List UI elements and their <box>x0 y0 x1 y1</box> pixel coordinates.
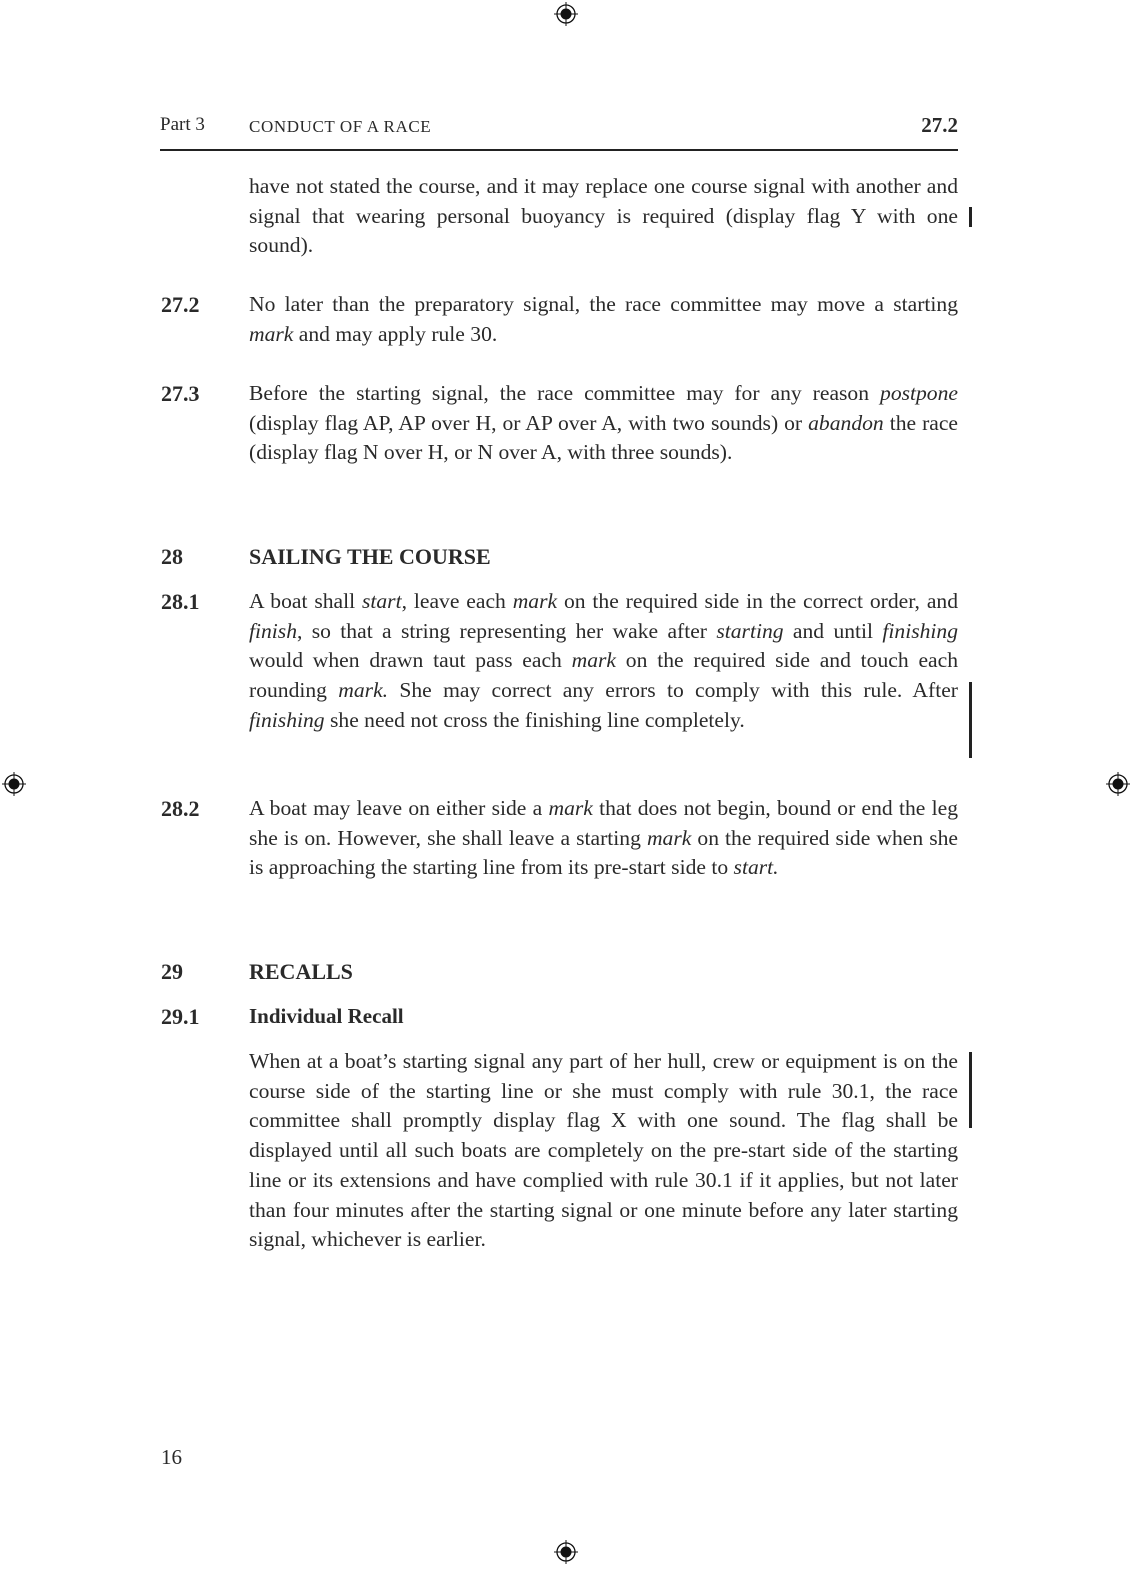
text-run: (display flag AP, AP over H, or AP over A, with two sounds) or <box>249 410 809 435</box>
rule-number: 29.1 <box>161 1004 200 1029</box>
registration-mark-icon <box>554 2 578 26</box>
page-number: 16 <box>161 1445 182 1469</box>
header-rule-ref: 27.2 <box>921 113 958 137</box>
defined-term: finish <box>249 618 297 643</box>
text-run: she need not cross the finishing line completely. <box>324 707 745 732</box>
text-run: and until <box>783 618 883 643</box>
defined-term: postpone <box>880 381 958 405</box>
change-bar <box>969 207 972 227</box>
header-rule <box>160 149 958 151</box>
text-run: No later than the preparatory signal, the race committee may move a starting <box>249 292 958 316</box>
registration-mark-icon <box>554 1540 578 1564</box>
text-run: on the required side when she is approaching the starting line from its pre-start side to <box>249 825 958 880</box>
text-run: , leave each <box>401 589 513 613</box>
rule-number: 28 <box>161 544 183 569</box>
text-run: A boat may leave on either side a <box>249 796 549 820</box>
defined-term: mark <box>512 589 558 613</box>
text-run: on the required side and touch each rounding <box>249 648 958 703</box>
rule-number: 29 <box>161 959 183 984</box>
defined-term: mark <box>548 796 593 820</box>
header-part: Part 3 <box>160 114 205 135</box>
defined-term: abandon <box>808 410 884 435</box>
header-section-title: CONDUCT OF A RACE <box>249 117 432 136</box>
text-run: A boat shall <box>249 589 362 613</box>
intro-paragraph <box>249 172 958 261</box>
text-run: that does not begin, bound or end the leg she is on. However, she shall leave a starting <box>249 796 958 850</box>
text-run: When at a boat’s starting signal any part of her hull, crew or equipment is on the course side of the starting line or she must comply with rule 30.1, the race committee shall promptly display flag X with one sound. The flag shall be displayed until all such boats are completely on the pre-start side of the starting line or its extensions and have complied with rule 30.1 if it applies, but not later than four minutes after the starting signal or one minute before any later starting signal, whichever is earlier. <box>249 1049 958 1252</box>
registration-mark-icon <box>1106 772 1130 796</box>
defined-term: mark <box>249 321 294 346</box>
text-run: would when drawn taut pass each <box>249 648 572 673</box>
rule-28-2-text <box>249 794 958 883</box>
rule-29-heading: RECALLS <box>249 959 353 984</box>
rule-27-2-text <box>249 290 958 349</box>
defined-term: mark. <box>338 678 389 703</box>
defined-term: start <box>361 589 402 613</box>
text-run: the race (display flag N over H, or N over A, with three sounds). <box>249 410 959 465</box>
rule-28-1-text <box>249 587 958 736</box>
defined-term: mark <box>646 825 692 850</box>
rule-29-1-text <box>249 1047 958 1255</box>
rule-number: 27.3 <box>161 381 200 406</box>
rule-number: 28.2 <box>161 796 200 821</box>
change-bar <box>969 682 972 758</box>
rule-number: 27.2 <box>161 292 200 317</box>
text-run: She may correct any errors to comply with this rule. After <box>388 678 958 703</box>
rule-29-1-heading: Individual Recall <box>249 1004 404 1028</box>
defined-term: finishing <box>882 618 958 643</box>
change-bar <box>969 1052 972 1128</box>
defined-term: finishing <box>249 707 325 732</box>
rule-27-3-text <box>249 379 958 468</box>
text-run: Before the starting signal, the race committee may for any reason <box>249 381 881 405</box>
defined-term: starting <box>716 618 784 643</box>
rule-number: 28.1 <box>161 589 200 614</box>
text-run: on the required side in the correct order, and <box>557 589 958 613</box>
text-run: , so that a string representing her wake after <box>297 618 717 643</box>
rule-28-heading: SAILING THE COURSE <box>249 544 491 569</box>
text-run: and may apply rule 30. <box>293 321 498 346</box>
defined-term: start. <box>733 855 779 880</box>
defined-term: mark <box>571 648 617 673</box>
text-run: have not stated the course, and it may replace one course signal with another and signal that wearing personal buoyancy is required (display flag Y with one sound). <box>249 174 958 258</box>
registration-mark-icon <box>2 772 26 796</box>
